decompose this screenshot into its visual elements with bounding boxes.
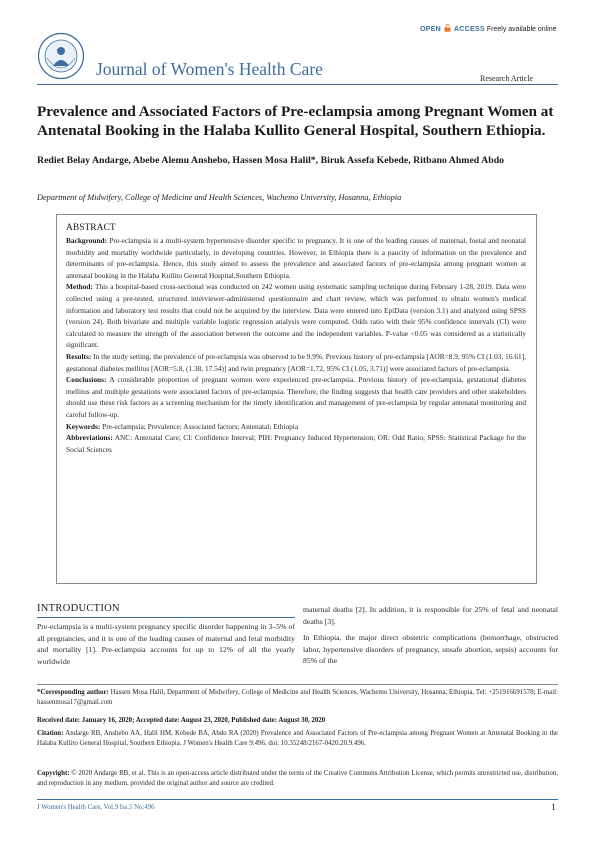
open-access-note: Freely available online — [486, 26, 557, 33]
copyright-label: Copyright: — [37, 770, 70, 777]
abbreviations-label: Abbreviations: — [66, 433, 113, 443]
footer-journal-ref: J Women's Health Care, Vol.9 Iss.5 No:496 — [37, 804, 155, 811]
abstract-keywords — [66, 421, 526, 433]
results-label: Results: — [66, 351, 92, 361]
abstract-background — [66, 235, 526, 281]
abstract-box — [56, 214, 537, 584]
corresponding-label: *Corresponding author: — [37, 689, 109, 696]
journal-title[interactable]: Journal of Women's Health Care — [96, 59, 323, 79]
abstract-abbreviations — [66, 432, 526, 455]
abstract-method — [66, 281, 526, 351]
article-dates — [37, 716, 558, 726]
affiliation: Department of Midwifery, College of Medicine and Health Sciences, Wachemo University, Hosanna, Ethiopia — [37, 193, 402, 202]
citation — [37, 729, 558, 749]
introduction-heading: INTRODUCTION — [37, 603, 120, 614]
method-text: This a hospital-based cross-sectional was conducted on 242 women using systematic sampling technique during February 1-28, 2019. Data were collected using a pre-tested, structured interviewer-administered questionnaire and chart review, which was performed to obtain women's medical information and laboratory test results that could not be acquired by the interview. Data were entered into EpiData (version 3.1) and analyzed using SPSS (version 24). Both bivariate and multiple variable logistic regression analysis were computed. Odds ratio with their 95% confidence intervals (CI) were calculated to measure the strength of the association between the outcome and the independent variables. P-value <0.05 was considered as a statistically significant. — [66, 282, 526, 350]
copyright-text: © 2020 Andarge RB, et al. This is an open-access article distributed under the terms of the Creative Commons Attribution License, which permits unrestricted use, distribution, and reproduction in any medium, provided the original author and source are credited. — [37, 770, 558, 788]
intro-paragraph-1: Pre-eclampsia is a multi-system pregnancy specific disorder happening in 3–5% of all pregnancies, and it is one of the leading causes of maternal and fetal morbidity and mortality [1]. Pre-eclampsia accounts for up to 12% of all the yearly worldwide — [37, 622, 295, 666]
background-text: Pre-eclampsia is a multi-system hypertensive disorder specific to pregnancy. It is one of the leading causes of maternal, foetal and neonatal morbidity and mortality worldwide particularly, in developing countries. However, in Ethiopia there is a paucity of information on the prevalence and determinants of pre-eclampsia. Hence, this study aimed to assess the prevalence and associated factors of pre-eclampsia among pregnant women at antenatal booking in the Halaba Kullito General Hospital,Southern Ethiopia. — [66, 236, 526, 280]
introduction-divider — [37, 617, 295, 618]
open-lock-icon — [444, 24, 451, 32]
open-access-badge — [420, 24, 557, 33]
intro-paragraph-2: maternal deaths [2]. In addition, it is responsible for 25% of fetal and neonatal deaths [3]. — [303, 605, 558, 626]
footnote-divider — [37, 684, 558, 685]
header-divider — [37, 84, 558, 85]
footer-divider — [37, 799, 558, 800]
background-label: Background: — [66, 236, 108, 245]
corresponding-author — [37, 688, 558, 708]
journal-logo — [37, 32, 85, 80]
keywords-label: Keywords: — [66, 421, 101, 431]
paper-title: Prevalence and Associated Factors of Pre-eclampsia among Pregnant Women at Antenatal Booking in the Halaba Kullito General Hospital, Southern Ethiopia. — [37, 103, 554, 139]
abstract-heading: ABSTRACT — [66, 223, 116, 233]
open-access-suffix: ACCESS — [453, 26, 485, 33]
corresponding-text: Hassen Mosa Halil, Department of Midwifery, College of Medicine and Health Sciences, Wachemo University, Hosanna, Ethiopia, Tel: +251916691578; E-mail: hassenmosa17@gmail.com — [37, 689, 558, 707]
body-column-left — [37, 621, 295, 672]
abstract-results — [66, 351, 526, 374]
open-access-prefix: OPEN — [420, 26, 442, 33]
results-text: In the study setting, the prevalence of pre-eclampsia was observed to be 9.9%. Previous history of pre-eclampsia [AOR=8.9, 95% CI (1.03, 16.61], gestational diabetes mellitus [AOR=5.8, (1.38, 17.54)] and twin pregnancy [AOR=1.72, 95% CI (1.05, 3.71)] were associated factors of pre-eclampsia. — [66, 351, 526, 373]
citation-text: Andarge RB, Anshebo AA, Halil HM, Kebede BA, Abdo RA (2020) Prevalence and Associated Factors of Pre-eclampsia among Pregnant Women at Antenatal Booking in the Halaba Kullito General Hospital, Southern Ethiopia. J Women's Health Care 9:496. doi: 10.35248/2167-0420.20.9.496. — [37, 730, 558, 748]
body-column-right — [303, 604, 558, 672]
keywords-text: Pre-eclampsia; Prevalence; Associated factors; Antenatal; Ethiopia — [100, 421, 299, 431]
dates-text: Received date: January 16, 2020; Accepted date: August 23, 2020, Published date: August 30, 2020 — [37, 717, 326, 724]
copyright — [37, 769, 558, 789]
abstract-conclusions — [66, 374, 526, 420]
conclusions-label: Conclusions: — [66, 375, 107, 385]
conclusions-text: A considerable proportion of pregnant women were experienced pre-eclampsia. Previous history of pre-eclampsia, gestational diabetes mellitus and multiple gestations were associated factors of pre-eclampsia. Therefore, the finding suggests that health care providers and other stakeholders should use these risk factors as a screening mechanism for the timely identification and management of pre-eclampsia by regular antenatal monitoring and careful follow-up. — [66, 375, 526, 419]
intro-paragraph-3: In Ethiopia, the major direct obstetric complications (hemorrhage, obstructed labor, hypertensive disorders of pregnancy, unsafe abortion, sepsis) accounts for 85% of the — [303, 633, 558, 665]
abbreviations-text: ANC: Antenatal Care; CI: Confidence Interval; PIH: Pregnancy Induced Hypertension; OR: Odd Ratio; SPSS: Statistical Package for the Social Sciences — [66, 433, 526, 454]
citation-label: Citation: — [37, 730, 64, 737]
article-type: Research Article — [480, 74, 534, 83]
method-label: Method: — [66, 282, 93, 292]
author-list: Rediet Belay Andarge, Abebe Alemu Anshebo, Hassen Mosa Halil*, Biruk Assefa Kebede, Ritbano Ahmed Abdo — [37, 155, 505, 166]
page-number: 1 — [551, 802, 556, 812]
